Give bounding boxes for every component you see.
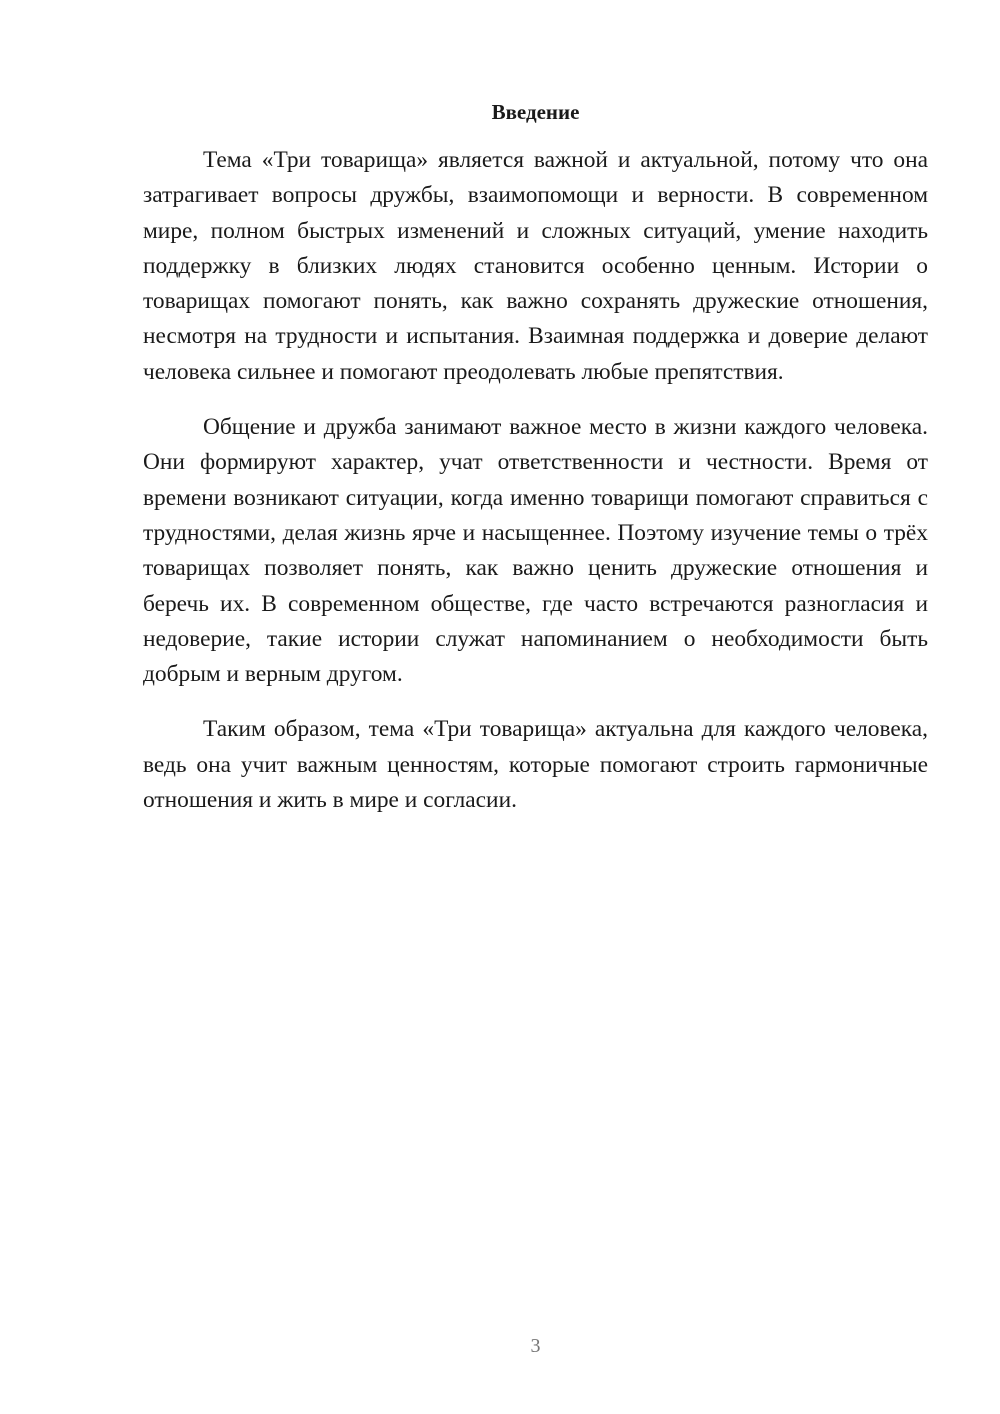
page-number: 3 [530, 1335, 541, 1357]
paragraph: Тема «Три товарища» является важной и актуальной, потому что она затрагивает вопросы дружбы, взаимопомощи и верности. В современном мире, полном быстрых изменений и сложных ситуаций, умение находить поддержку в близких людях становится особенно ценным. Истории о товарищах помогают понять, как важно сохранять дружеские отношения, несмотря на трудности и испытания. Взаимная поддержка и доверие делают человека сильнее и помогают преодолевать любые препятствия. [143, 147, 928, 385]
section-title: Введение [491, 100, 580, 124]
body-text [143, 143, 928, 838]
paragraph: Общение и дружба занимают важное место в жизни каждого человека. Они формируют характер, учат ответственности и честности. Время от времени возникают ситуации, когда именно товарищи помогают справиться с трудностями, делая жизнь ярче и насыщеннее. Поэтому изучение темы о трёх товарищах позволяет понять, как важно ценить дружеские отношения и беречь их. В современном обществе, где часто встречаются разногласия и недоверие, такие истории служат напоминанием о необходимости быть добрым и верным другом. [143, 414, 928, 688]
paragraph: Таким образом, тема «Три товарища» актуальна для каждого человека, ведь она учит важным ценностям, которые помогают строить гармоничные отношения и жить в мире и согласии. [143, 716, 928, 814]
